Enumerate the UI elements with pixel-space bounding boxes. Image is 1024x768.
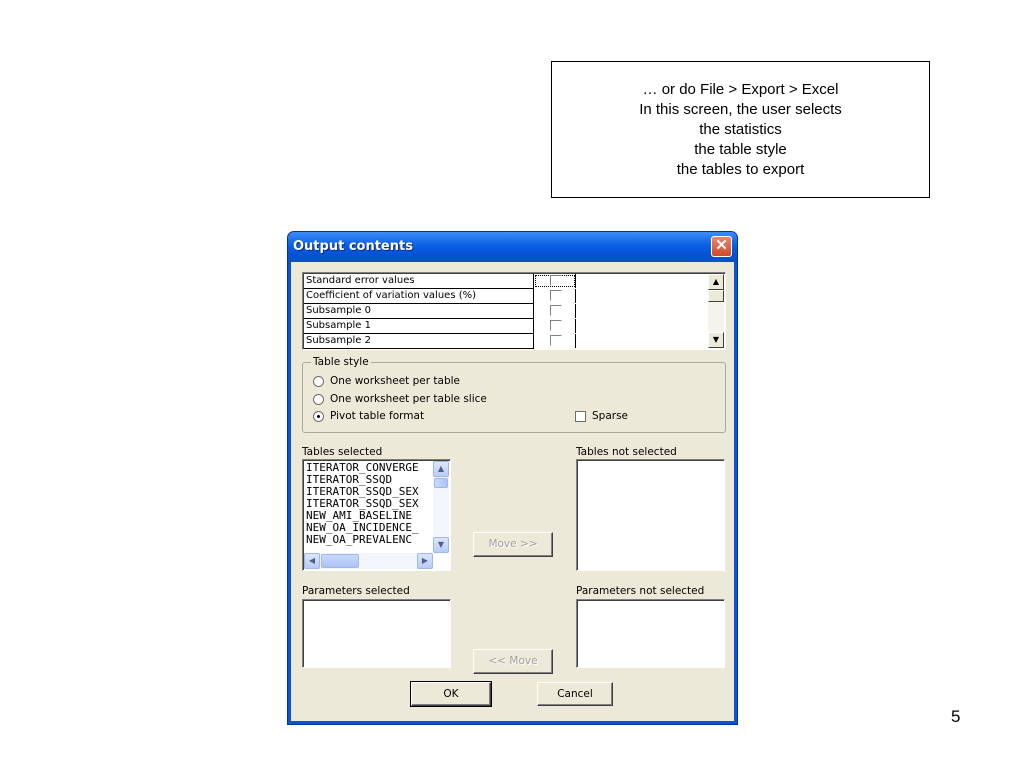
output-contents-dialog (287, 231, 738, 725)
grid-row-checkbox[interactable] (550, 320, 562, 331)
grid-row[interactable] (304, 319, 534, 334)
radio-label: One worksheet per table slice (330, 393, 487, 405)
list-item[interactable]: NEW_OA_PREVALENC (306, 534, 412, 546)
grid-row-label: Subsample 1 (304, 319, 534, 333)
note-line: In this screen, the user selects (639, 101, 842, 118)
close-icon[interactable]: ✕ (711, 236, 732, 257)
radio-label: Pivot table format (330, 410, 425, 422)
slide-note-box (551, 61, 930, 198)
scroll-down-icon[interactable]: ▼ (708, 332, 724, 348)
grid-vertical-scrollbar[interactable] (708, 274, 724, 348)
grid-row-checkbox[interactable] (550, 275, 562, 286)
grid-row-checkbox[interactable] (550, 305, 562, 316)
parameters-not-selected-label: Parameters not selected (576, 585, 705, 597)
tables-selected-label: Tables selected (302, 446, 383, 458)
checkbox-icon[interactable] (575, 411, 586, 422)
grid-row-label: Standard error values (304, 274, 534, 288)
table-style-group (302, 356, 726, 433)
radio-label: One worksheet per table (330, 375, 460, 387)
list-item[interactable]: ITERATOR_SSQD_SEX (306, 498, 419, 510)
note-line: the table style (694, 141, 787, 158)
note-line: the tables to export (676, 161, 805, 178)
grid-row-label: Subsample 2 (304, 334, 534, 348)
cancel-button[interactable]: Cancel (537, 682, 613, 706)
grid-row-checkbox[interactable] (550, 335, 562, 346)
radio-button-selected-icon[interactable] (313, 411, 324, 422)
tables-selected-listbox[interactable] (302, 459, 451, 571)
move-right-button[interactable]: Move >> (473, 532, 553, 557)
dialog-titlebar[interactable] (288, 232, 737, 262)
grid-row-label: Subsample 0 (304, 304, 534, 318)
parameters-selected-label: Parameters selected (302, 585, 410, 597)
dialog-title: Output contents (293, 239, 413, 254)
tables-not-selected-listbox[interactable] (576, 459, 725, 571)
table-style-legend: Table style (313, 356, 369, 368)
list-item[interactable]: ITERATOR_SSQD_SEX (306, 486, 419, 498)
parameters-selected-listbox[interactable] (302, 599, 451, 668)
dialog-client-area (291, 262, 734, 721)
radio-button-icon[interactable] (313, 394, 324, 405)
list-item[interactable]: NEW_AMI_BASELINE (306, 510, 412, 522)
sparse-label: Sparse (592, 410, 629, 422)
tables-not-selected-label: Tables not selected (576, 446, 677, 458)
list-horizontal-scrollbar[interactable] (304, 553, 433, 569)
parameters-not-selected-listbox[interactable] (576, 599, 725, 668)
grid-row[interactable] (304, 289, 534, 304)
list-vertical-scrollbar[interactable] (433, 461, 449, 553)
list-item[interactable]: NEW_OA_INCIDENCE_ (306, 522, 419, 534)
scroll-left-icon[interactable]: ◀ (304, 553, 320, 569)
grid-row[interactable] (304, 334, 534, 349)
note-line: the statistics (699, 121, 782, 138)
slide-page-number: 5 (951, 707, 961, 726)
scroll-thumb[interactable] (321, 554, 359, 568)
radio-button-icon[interactable] (313, 376, 324, 387)
grid-row[interactable] (304, 304, 534, 319)
move-left-button[interactable]: << Move (473, 649, 553, 674)
scroll-up-icon[interactable]: ▲ (708, 274, 724, 290)
grid-row-checkbox[interactable] (550, 290, 562, 301)
scroll-up-icon[interactable]: ▲ (433, 461, 449, 477)
scroll-right-icon[interactable]: ▶ (417, 553, 433, 569)
statistics-grid[interactable] (302, 272, 726, 350)
list-item[interactable]: ITERATOR_CONVERGE (306, 462, 419, 474)
list-item[interactable]: ITERATOR_SSQD (306, 474, 393, 486)
grid-row-label: Coefficient of variation values (%) (304, 289, 534, 303)
scroll-thumb[interactable] (708, 290, 724, 302)
grid-row[interactable] (304, 274, 534, 289)
note-line: … or do File > Export > Excel (642, 81, 839, 98)
scroll-thumb[interactable] (434, 478, 448, 488)
scroll-down-icon[interactable]: ▼ (433, 537, 449, 553)
ok-button[interactable]: OK (411, 682, 491, 706)
